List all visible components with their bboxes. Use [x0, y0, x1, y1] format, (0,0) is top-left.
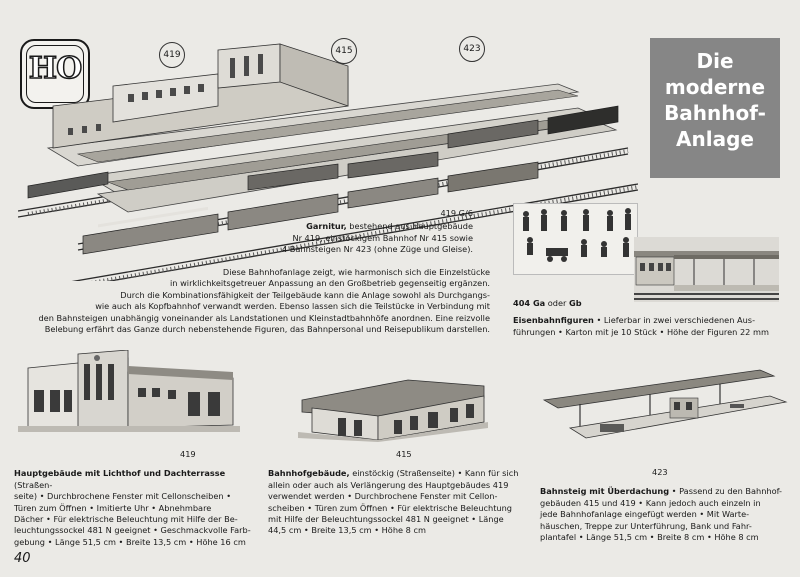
item-423-line-1-text: • Passend zu den Bahnhof- — [669, 486, 782, 497]
item-423-line: plantafel • Länge 51,5 cm • Breite 8 cm • Höhe 8 cm — [540, 532, 759, 543]
item-419-line: Türen zum Öffnen • Imitierte Uhr • Abnehmbare — [14, 502, 212, 513]
item-419-line: gebung • Länge 51,5 cm • Breite 13,5 cm • Höhe 16 cm — [14, 536, 246, 547]
garnitur-lead: Garnitur, — [306, 221, 347, 232]
figures-caption — [513, 298, 781, 338]
figures-code — [513, 298, 781, 309]
figures-photo — [513, 203, 638, 275]
garnitur-code: 419 G/6 — [440, 208, 473, 218]
intro-line: Belebung erfährt das Ganze durch nebenstehende Figuren, das Bahnpersonal und Reisepublikum darstellen. — [44, 324, 490, 335]
page-number: 40 — [14, 551, 31, 566]
title-line-1: Die — [696, 49, 734, 73]
item-423-number: 423 — [652, 467, 668, 477]
railway-figures-illustration — [514, 204, 637, 274]
figures-lead: Eisenbahnfiguren — [513, 315, 594, 326]
item-419-caption — [14, 449, 254, 548]
intro-line: wie auch als Kopfbahnhof verwandt werden. Ebenso lassen sich die Teilstücke in Verbindung mit — [95, 301, 490, 312]
item-415-line: allein oder auch als Verlängerung des Hauptgebäudes 419 — [268, 479, 509, 490]
platform-423-illustration — [540, 368, 790, 448]
item-419-line: seite) • Durchbrochene Fenster mit Cellonscheiben • — [14, 491, 232, 502]
intro-line: Durch die Kombinationsfähigkeit der Teilgebäude kann die Anlage sowohl als Durchgangs- — [120, 289, 490, 300]
item-419-line: leuchtungssockel 481 N geeignet • Geschmackvolle Farb- — [14, 525, 251, 536]
intro-line: den Bahnsteigen unabhängig voneinander als Landstationen und Kleinstadtbahnhöfe anordnen. Eine reizvolle — [38, 312, 490, 323]
figures-line-1 — [513, 315, 781, 326]
garnitur-line-1-text: bestehend aus Hauptgebäude — [346, 221, 473, 232]
intro-paragraph — [12, 267, 490, 335]
item-415-number: 415 — [396, 449, 412, 459]
garnitur-line-1 — [260, 221, 473, 232]
building-415-photo — [298, 370, 488, 442]
item-415-caption — [268, 449, 528, 537]
intro-line: in wirklichkeitsgetreuer Anpassung an den Großbetrieb gegenseitig ergänzen. — [170, 278, 490, 289]
figures-line-1-text: • Lieferbar in zwei verschiedenen Aus- — [593, 315, 756, 326]
figures-code-a: 404 Ga — [513, 298, 546, 308]
figures-line-2: führungen • Karton mit je 10 Stück • Höhe der Figuren 22 mm — [513, 326, 769, 337]
intro-line: Diese Bahnhofanlage zeigt, wie harmonisch sich die Einzelstücke — [222, 267, 490, 277]
building-415-illustration — [298, 370, 488, 442]
item-419-number: 419 — [180, 449, 196, 459]
item-415-line: scheiben • Türen zum Öffnen • Für elektrische Beleuchtung — [268, 502, 512, 513]
item-423-caption — [540, 467, 785, 543]
title-line-3: Bahnhof- — [664, 101, 766, 125]
page-title-box — [650, 38, 780, 178]
item-415-line-1-text: einstöckig (Straßenseite) • Kann für sich — [349, 468, 519, 479]
item-415-line: mit Hilfe der Beleuchtungssockel 481 N geeignet • Länge — [268, 514, 504, 525]
platform-423-photo — [540, 368, 790, 448]
item-419-line-1 — [14, 468, 254, 491]
garnitur-line-2: Nr 419, einstöckigem Bahnhof Nr 415 sowie — [292, 232, 473, 243]
garnitur-caption — [260, 208, 473, 256]
callout-423: 423 — [459, 36, 485, 62]
callout-415: 415 — [331, 38, 357, 64]
item-423-lead: Bahnsteig mit Überdachung — [540, 486, 670, 497]
item-415-lead: Bahnhofgebäude, — [268, 468, 350, 479]
item-423-line: gebäuden 415 und 419 • Kann jedoch auch einzeln in — [540, 497, 761, 508]
callout-419: 419 — [159, 42, 185, 68]
building-419-illustration — [18, 350, 240, 432]
item-419-lead: Hauptgebäude mit Lichthof und Dachterrasse — [14, 468, 226, 479]
figures-code-oder: oder — [545, 298, 570, 308]
title-line-4: Anlage — [676, 127, 754, 151]
item-419-line: Dächer • Für elektrische Beleuchtung mit Hilfe der Be- — [14, 514, 238, 525]
item-419-line-1-text: (Straßen- — [14, 479, 53, 490]
item-423-line: häuschen, Treppe zur Unterführung, Bank und Fahr- — [540, 520, 752, 531]
title-line-2: moderne — [664, 75, 766, 99]
building-419-photo — [18, 350, 240, 432]
item-415-line-1 — [268, 468, 528, 479]
small-station-illustration — [634, 237, 779, 302]
ho-logo-text: HO — [28, 51, 82, 86]
item-415-line: 44,5 cm • Breite 13,5 cm • Höhe 8 cm — [268, 525, 426, 536]
item-423-line: jede Bahnhofanlage eingefügt werden • Mit Warte- — [540, 509, 750, 520]
figures-code-b: Gb — [569, 298, 582, 308]
item-415-line: verwendet werden • Durchbrochene Fenster mit Cellon- — [268, 491, 498, 502]
small-station-photo — [634, 237, 779, 302]
garnitur-line-3: 4 Bahnsteigen Nr 423 (ohne Züge und Gleise). — [281, 244, 473, 255]
item-423-line-1 — [540, 486, 785, 497]
